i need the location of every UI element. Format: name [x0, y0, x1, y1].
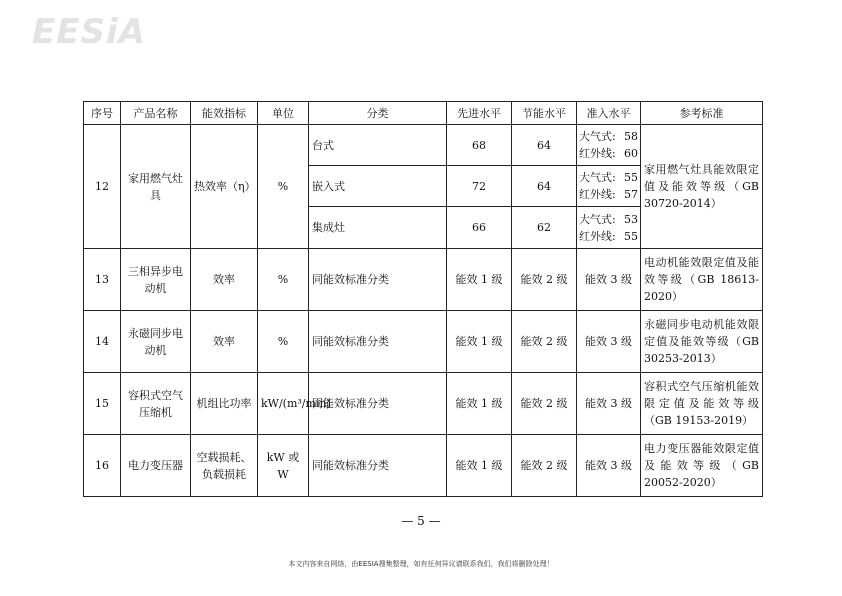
tier-value: 53: [624, 212, 638, 226]
reference-standard: 电动机能效限定值及能效等级（GB 18613-2020）: [641, 249, 763, 311]
reference-standard: 永磁同步电动机能效限定值及能效等级（GB 30253-2013）: [641, 311, 763, 373]
header-cell-no: 序号: [84, 102, 121, 125]
saving-level: 能效 2 级: [512, 249, 577, 311]
row-no: 12: [84, 125, 121, 249]
reference-standard: 电力变压器能效限定值及能效等级（GB 20052-2020）: [641, 435, 763, 497]
tier-label: 红外线:: [579, 188, 616, 201]
eesia-logo: EESiA: [32, 12, 146, 52]
category: 同能效标准分类: [309, 373, 447, 435]
product-name: 三相异步电动机: [121, 249, 191, 311]
table-row: [84, 125, 763, 166]
header-cell-reference: 参考标准: [641, 102, 763, 125]
indicator: 机组比功率: [191, 373, 258, 435]
advanced-level: 能效 1 级: [447, 249, 512, 311]
indicator: 效率: [191, 249, 258, 311]
product-name: 电力变压器: [121, 435, 191, 497]
category: 同能效标准分类: [309, 249, 447, 311]
header-cell-indicator: 能效指标: [191, 102, 258, 125]
advanced-level: 68: [447, 125, 512, 166]
table-row: [84, 435, 763, 497]
tier-value: 58: [624, 130, 638, 143]
indicator: 效率: [191, 311, 258, 373]
advanced-level: 66: [447, 207, 512, 249]
product-name: 家用燃气灶具: [121, 125, 191, 249]
entry-tier-atmospheric: [579, 211, 638, 228]
category: 嵌入式: [309, 166, 447, 207]
reference-standard: 家用燃气灶具能效限定值及能效等级（GB 30720-2014）: [641, 125, 763, 249]
product-name: 永磁同步电动机: [121, 311, 191, 373]
entry-tier-infrared: [579, 186, 638, 203]
indicator: 热效率（η）: [191, 125, 258, 249]
unit: %: [258, 311, 309, 373]
tier-label: 大气式:: [579, 171, 616, 184]
saving-level: 64: [512, 125, 577, 166]
header-cell-unit: 单位: [258, 102, 309, 125]
table-row: [84, 249, 763, 311]
row-no: 13: [84, 249, 121, 311]
reference-standard: 容积式空气压缩机能效限定值及能效等级（GB 19153-2019）: [641, 373, 763, 435]
header-cell-name: 产品名称: [121, 102, 191, 125]
entry-level: [577, 166, 641, 207]
row-no: 14: [84, 311, 121, 373]
category: 集成灶: [309, 207, 447, 249]
tier-label: 红外线:: [579, 147, 616, 160]
saving-level: 能效 2 级: [512, 311, 577, 373]
entry-level: 能效 3 级: [577, 373, 641, 435]
row-no: 15: [84, 373, 121, 435]
unit: %: [258, 249, 309, 311]
tier-value: 57: [624, 188, 638, 201]
table-row: [84, 311, 763, 373]
entry-tier-infrared: [579, 145, 638, 162]
tier-value: 55: [624, 229, 638, 243]
entry-level: 能效 3 级: [577, 435, 641, 497]
product-name: 容积式空气压缩机: [121, 373, 191, 435]
category: 同能效标准分类: [309, 435, 447, 497]
table-row: [84, 373, 763, 435]
tier-value: 55: [624, 171, 638, 184]
entry-level: [577, 207, 641, 249]
tier-label: 红外线:: [579, 229, 616, 243]
tier-label: 大气式:: [579, 212, 616, 226]
page-number: — 5 —: [401, 514, 441, 528]
indicator: 空载损耗、负载损耗: [191, 435, 258, 497]
unit: kW 或 W: [258, 435, 309, 497]
tier-value: 60: [624, 147, 638, 160]
saving-level: 64: [512, 166, 577, 207]
entry-tier-infrared: [579, 228, 638, 245]
header-cell-saving: 节能水平: [512, 102, 577, 125]
advanced-level: 能效 1 级: [447, 373, 512, 435]
entry-level: [577, 125, 641, 166]
unit: %: [258, 125, 309, 249]
advanced-level: 能效 1 级: [447, 311, 512, 373]
entry-level: 能效 3 级: [577, 249, 641, 311]
category: 同能效标准分类: [309, 311, 447, 373]
category: 台式: [309, 125, 447, 166]
footer-notice: 本文内容来自网络，由EESIA搜集整理，如有任何异议请联系我们，我们将删除处理！: [288, 560, 554, 568]
saving-level: 能效 2 级: [512, 373, 577, 435]
unit: kW/(m³/min): [258, 373, 309, 435]
efficiency-standard-table: [83, 101, 763, 497]
tier-label: 大气式:: [579, 130, 616, 143]
header-cell-category: 分类: [309, 102, 447, 125]
entry-tier-atmospheric: [579, 128, 638, 145]
header-row: [84, 102, 763, 125]
saving-level: 能效 2 级: [512, 435, 577, 497]
entry-level: 能效 3 级: [577, 311, 641, 373]
header-cell-advanced: 先进水平: [447, 102, 512, 125]
advanced-level: 72: [447, 166, 512, 207]
entry-tier-atmospheric: [579, 169, 638, 186]
advanced-level: 能效 1 级: [447, 435, 512, 497]
saving-level: 62: [512, 207, 577, 249]
header-cell-entry: 准入水平: [577, 102, 641, 125]
row-no: 16: [84, 435, 121, 497]
